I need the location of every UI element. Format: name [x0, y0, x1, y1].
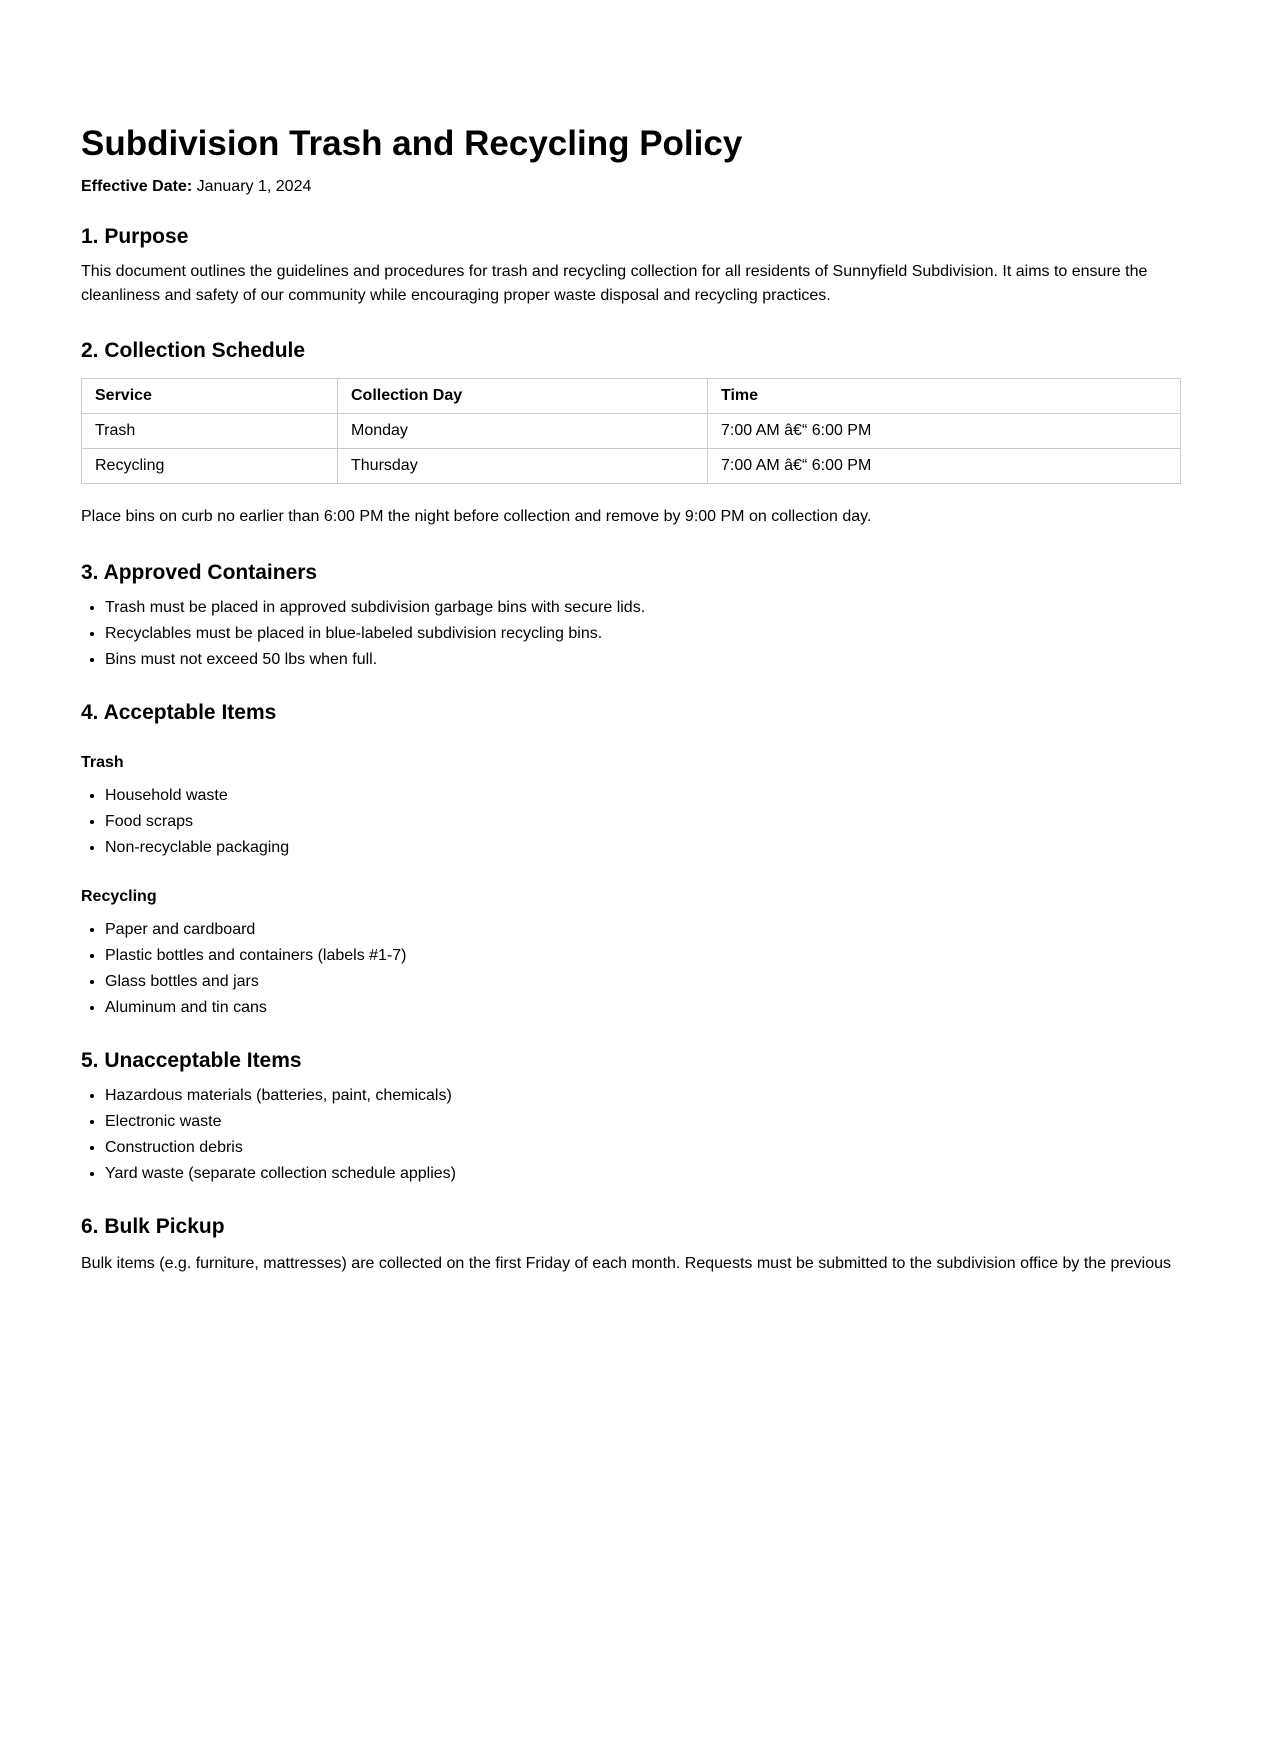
effective-date-label: Effective Date: [81, 178, 193, 195]
unacceptable-list [81, 1083, 1181, 1187]
table-cell-service: Trash [82, 414, 338, 449]
subsection-heading-recycling: Recycling [81, 888, 157, 905]
page-title: Subdivision Trash and Recycling Policy [81, 124, 743, 163]
list-item: • Electronic waste [105, 1109, 1181, 1135]
subsection-heading-trash: Trash [81, 754, 124, 771]
table-cell-day: Monday [338, 414, 708, 449]
table-cell-service: Recycling [82, 449, 338, 484]
collection-schedule-table [81, 378, 1181, 484]
table-cell-day: Thursday [338, 449, 708, 484]
list-item: • Trash must be placed in approved subdivision garbage bins with secure lids. [105, 595, 1181, 621]
table-row [82, 449, 1181, 484]
schedule-note: Place bins on curb no earlier than 6:00 PM the night before collection and remove by 9:00 PM on collection day. [81, 508, 872, 525]
table-header-time: Time [708, 379, 1181, 414]
list-item: • Food scraps [105, 809, 1181, 835]
document-page [81, 0, 1181, 1297]
table-header-service: Service [82, 379, 338, 414]
section-heading-unacceptable: 5. Unacceptable Items [81, 1049, 302, 1072]
list-item: • Glass bottles and jars [105, 969, 1181, 995]
section-heading-purpose: 1. Purpose [81, 225, 189, 248]
acceptable-trash-list [81, 783, 1181, 861]
list-item: • Construction debris [105, 1135, 1181, 1161]
section-heading-schedule: 2. Collection Schedule [81, 339, 306, 362]
bulk-text: Bulk items (e.g. furniture, mattresses) are collected on the first Friday of each month. Requests must be submitted to the subdivision office by the previous [81, 1255, 1171, 1272]
list-item: • Yard waste (separate collection schedule applies) [105, 1161, 1181, 1187]
list-item: • Hazardous materials (batteries, paint, chemicals) [105, 1083, 1181, 1109]
list-item: • Household waste [105, 783, 1181, 809]
list-item: • Non-recyclable packaging [105, 835, 1181, 861]
table-row [82, 414, 1181, 449]
section-heading-containers: 3. Approved Containers [81, 561, 318, 584]
acceptable-recycling-list [81, 917, 1181, 1021]
table-cell-time: 7:00 AM â€“ 6:00 PM [708, 449, 1181, 484]
list-item: • Paper and cardboard [105, 917, 1181, 943]
list-item: • Bins must not exceed 50 lbs when full. [105, 647, 1181, 673]
table-header-collection-day: Collection Day [338, 379, 708, 414]
table-cell-time: 7:00 AM â€“ 6:00 PM [708, 414, 1181, 449]
list-item: • Plastic bottles and containers (labels #1-7) [105, 943, 1181, 969]
containers-list [81, 595, 1181, 673]
list-item: • Aluminum and tin cans [105, 995, 1181, 1021]
effective-date-value: January 1, 2024 [196, 178, 312, 195]
purpose-text: This document outlines the guidelines and procedures for trash and recycling collection for all residents of Sunnyfield Subdivision. It aims to ensure the cleanliness and safety of our community while encouraging proper waste disposal and recycling practices. [81, 263, 1148, 304]
section-heading-bulk: 6. Bulk Pickup [81, 1215, 225, 1238]
effective-date [81, 176, 1181, 198]
table-header-row [82, 379, 1181, 414]
list-item: • Recyclables must be placed in blue-labeled subdivision recycling bins. [105, 621, 1181, 647]
section-heading-acceptable: 4. Acceptable Items [81, 701, 277, 724]
